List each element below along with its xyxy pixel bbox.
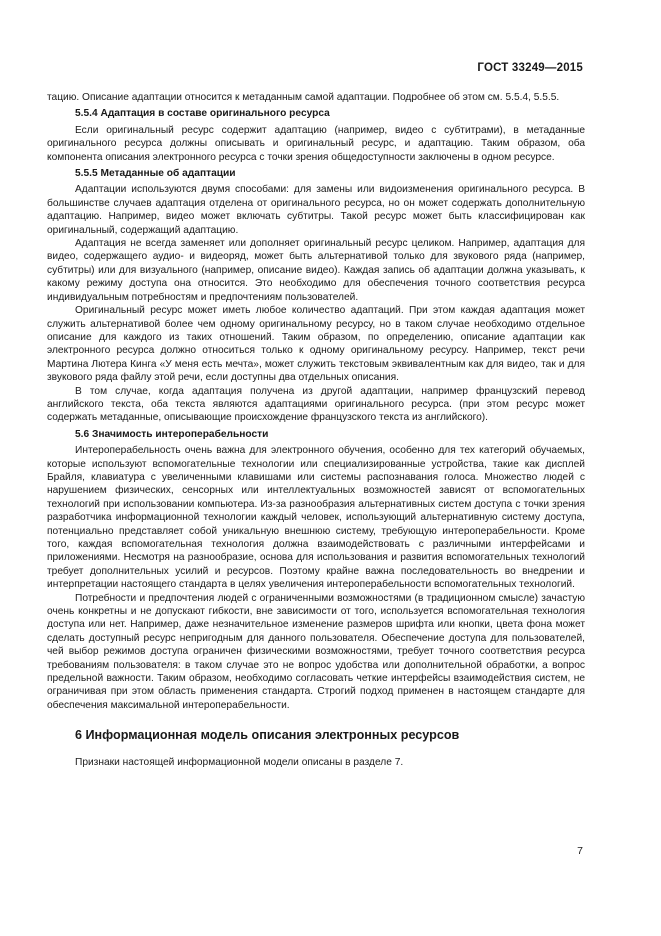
page-number: 7 bbox=[577, 845, 583, 857]
paragraph: тацию. Описание адаптации относится к метаданным самой адаптации. Подробнее об этом см. 5.5.4, 5.5.5. bbox=[47, 92, 560, 103]
paragraph: Адаптации используются двумя способами: для замены или видоизменения оригинального ресурса. В большинстве случаев адаптация отделена от оригинального ресурса, но он может содержать дополнительную адаптацию. Например, видео может включать субтитры. Такой ресурс может быть классифицирован как оригинальный, содержащий адаптацию. bbox=[47, 184, 585, 236]
paragraph: Потребности и предпочтения людей с ограниченными возможностями (в традиционном смысле) зачастую очень конкретны и не допускают гибкости, вне зависимости от того, используется вспомогательная технология доступа или нет. Например, даже незначительное изменение размеров шрифта или кнопки, цвета фона может сделать доступный ресурс непригодным для данного пользователя. Обеспечение доступа для пользователей, чей выбор режимов доступа ограничен физическими возможностями, требует точного соответствия ресурса требованиям пользователя: в таком случае это не вопрос удобства или дополнительной обработки, а вопрос предельной важности. Таким образом, необходимо согласовать четкие интерфейсы взаимодействия систем, не ограничивая при этом область применения стандарта. Строгий подход применен в настоящем стандарте для обеспечения максимальной интероперабельности. bbox=[47, 592, 585, 711]
subsection-heading: 5.5.4 Адаптация в составе оригинального ресурса bbox=[75, 108, 330, 120]
paragraph: Признаки настоящей информационной модели описаны в разделе 7. bbox=[75, 756, 404, 768]
paragraph: Адаптация не всегда заменяет или дополняет оригинальный ресурс целиком. Например, адаптация для видео, содержащего аудио- и видеоряд, может быть альтернативой только для звукового ряда (например, субтитры) или для визуального (например, описание видео). Каждая запись об адаптации должна указывать, к какому режиму доступа она относится. Это необходимо для обеспечения точного соответствия ресурса индивидуальным потребностям и предпочтениям пользователей. bbox=[47, 238, 585, 303]
standard-title: ГОСТ 33249—2015 bbox=[477, 62, 583, 74]
paragraph: Интероперабельность очень важна для электронного обучения, особенно для тех категорий обучаемых, которые используют вспомогательные технологии или специализированные устройства, такие как дисплей Брайля, клавиатура с увеличенными клавишами или системы распознавания голоса. Множество людей с нарушением физических, сенсорных или интеллектуальных возможностей зависят от вспомогательных технологий при использовании компьютера. Из-за разнообразия альтернативных систем доступа с точки зрения разработчика информационной технологии каждый человек, использующий альтернативную систему доступа, потенциально представляет собой уникальную внешнюю систему, требующую интероперабельности. Кроме того, каждая вспомогательная технология должна взаимодействовать с различными интерфейсами и приложениями. Несмотря на разнообразие, основа для использования и развития вспомогательных технологий требует дополнительных усилий и ресурсов. Поэтому крайне важна последовательность во внедрении и интерпретации настоящего стандарта в целях увеличения интероперабельности вспомогательных технологий. bbox=[47, 445, 585, 591]
paragraph: В том случае, когда адаптация получена из другой адаптации, например французский перевод английского текста, оба текста являются адаптациями оригинального ресурса. (при этом ресурс может содержать метаданные, описывающие происхождение французского текста из английского). bbox=[47, 385, 585, 424]
paragraph: Если оригинальный ресурс содержит адаптацию (например, видео с субтитрами), в метаданные оригинального ресурса должны описывать и оригинальный ресурс, и адаптацию. Таким образом, оба компонента описания электронного ресурса с точки зрения общедоступности заключены в одном ресурсе. bbox=[47, 124, 585, 163]
paragraph: Оригинальный ресурс может иметь любое количество адаптаций. При этом каждая адаптация может служить альтернативой более чем одному оригинальному ресурсу, но в таком случае необходимо отдельное описание для каждого из таких отношений. Таким образом, по определению, описание адаптации как электронного ресурса должно относиться только к одному оригинальному ресурсу. Например, текст речи Мартина Лютера Кинга «У меня есть мечта», может служить текстовым эквивалентным как для видео, так и для звукового ряда файлу этой речи, если доступны два отдельных описания. bbox=[47, 305, 585, 384]
subsection-heading: 5.5.5 Метаданные об адаптации bbox=[75, 168, 236, 180]
subsection-heading: 5.6 Значимость интероперабельности bbox=[75, 428, 269, 440]
document-body bbox=[47, 91, 585, 769]
section-heading: 6 Информационная модель описания электронных ресурсов bbox=[75, 728, 460, 743]
